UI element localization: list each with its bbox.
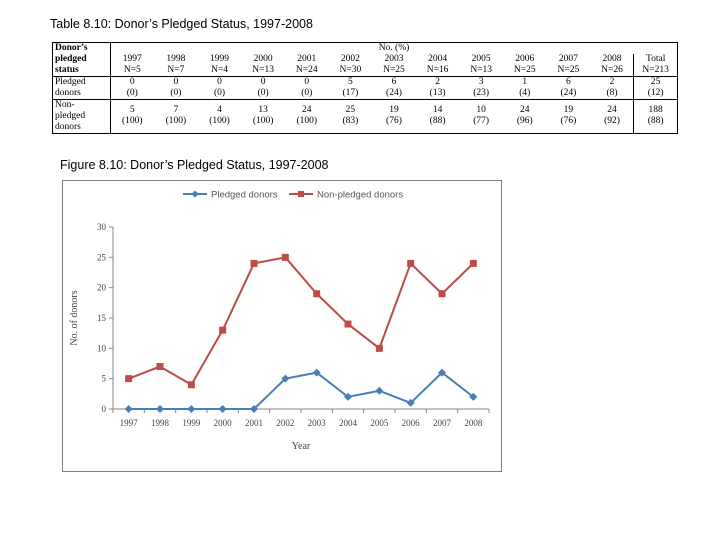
span-header — [111, 43, 678, 55]
cell-count: 2 — [609, 77, 615, 87]
legend-label: Non-pledged donors — [317, 189, 404, 201]
cell-count: 2 — [435, 77, 440, 87]
data-point — [407, 260, 414, 267]
column-header — [154, 54, 198, 77]
cell-count: 19 — [389, 105, 399, 115]
table-cell — [154, 77, 198, 100]
cell-count: 0 — [217, 77, 222, 87]
legend-marker — [298, 191, 304, 197]
data-point — [282, 254, 289, 261]
cell-count: 4 — [217, 105, 222, 115]
x-tick-label: 1998 — [151, 418, 169, 428]
cell-percent: (0) — [170, 88, 182, 98]
column-header — [459, 54, 503, 77]
cell-count: 24 — [607, 105, 617, 115]
cell-percent: (13) — [429, 88, 446, 98]
cell-count: 1 — [522, 77, 528, 87]
cell-count: 7 — [173, 105, 179, 115]
column-n: N=25 — [557, 65, 580, 75]
table-cell — [459, 77, 503, 100]
table-cell — [154, 100, 198, 134]
column-year: 2001 — [297, 54, 317, 64]
stub-header-line: status — [55, 65, 79, 75]
column-year: 2002 — [340, 54, 360, 64]
stub-header-line: pledged — [55, 54, 87, 64]
cell-percent: (24) — [386, 88, 402, 98]
column-n: N=24 — [295, 65, 318, 75]
data-point — [375, 387, 383, 395]
cell-count: 0 — [173, 77, 179, 87]
cell-percent: (23) — [473, 88, 490, 98]
cell-count: 19 — [563, 105, 574, 115]
column-header — [547, 54, 591, 77]
column-year: 1997 — [122, 54, 142, 64]
x-tick-label: 2004 — [339, 418, 357, 428]
table-cell — [634, 77, 678, 100]
table-row — [53, 77, 678, 100]
column-year: Total — [645, 54, 666, 64]
table-cell — [372, 77, 416, 100]
table-cell — [372, 100, 416, 134]
column-header — [285, 54, 329, 77]
table-cell — [590, 100, 634, 134]
data-point — [313, 290, 320, 297]
table-cell — [503, 100, 547, 134]
column-n: N=25 — [513, 65, 536, 75]
column-year: 1998 — [166, 54, 186, 64]
cell-count: 24 — [301, 105, 312, 115]
cell-percent: (0) — [126, 88, 138, 98]
table-title: Table 8.10: Donor’s Pledged Status, 1997-2008 — [50, 17, 313, 31]
column-header — [372, 54, 416, 77]
table-cell — [198, 77, 242, 100]
line-chart — [63, 181, 503, 473]
column-header — [634, 54, 678, 77]
column-header — [198, 54, 242, 77]
column-n: N=4 — [211, 65, 228, 75]
table-cell — [503, 77, 547, 100]
cell-count: 188 — [648, 105, 663, 115]
cell-percent: (76) — [560, 116, 577, 126]
data-point — [187, 405, 195, 413]
column-n: N=213 — [642, 65, 669, 75]
table-cell — [198, 100, 242, 134]
cell-percent: (0) — [257, 88, 269, 98]
row-label-line: donors — [55, 122, 81, 132]
cell-count: 0 — [260, 77, 266, 87]
data-point — [125, 375, 132, 382]
table-cell — [285, 100, 329, 134]
column-n: N=25 — [383, 65, 405, 75]
cell-count: 5 — [129, 105, 135, 115]
cell-percent: (100) — [296, 116, 318, 126]
table-cell — [590, 77, 634, 100]
x-tick-label: 2007 — [433, 418, 451, 428]
y-tick-label: 5 — [101, 373, 106, 384]
row-label-line: donors — [55, 88, 81, 98]
cell-count: 3 — [478, 77, 484, 87]
x-tick-label: 2002 — [276, 418, 295, 428]
y-tick-label: 25 — [97, 252, 106, 263]
cell-percent: (92) — [604, 116, 620, 126]
row-label-line: Non- — [55, 100, 75, 110]
column-n: N=7 — [167, 65, 185, 75]
data-point — [251, 260, 258, 267]
column-header — [329, 54, 373, 77]
row-label — [53, 100, 111, 134]
cell-count: 0 — [129, 77, 135, 87]
legend-marker — [192, 191, 199, 198]
y-tick-label: 0 — [101, 404, 106, 414]
cell-percent: (100) — [252, 116, 274, 126]
data-point — [188, 381, 195, 388]
data-point — [376, 345, 383, 352]
cell-count: 25 — [345, 105, 356, 115]
data-point — [470, 260, 477, 267]
stub-header — [53, 43, 111, 77]
column-year: 2006 — [515, 54, 535, 64]
cell-percent: (12) — [647, 88, 664, 98]
table-row — [53, 100, 678, 134]
column-header — [241, 54, 285, 77]
column-header — [503, 54, 547, 77]
x-tick-label: 2005 — [370, 418, 389, 428]
y-tick-label: 15 — [97, 313, 106, 323]
cell-percent: (0) — [213, 88, 226, 98]
table-cell — [111, 77, 155, 100]
column-n: N=16 — [426, 65, 449, 75]
column-header — [111, 54, 155, 77]
column-year: 2007 — [558, 54, 578, 64]
row-label-line: Pledged — [55, 77, 86, 87]
stub-header-line: Donor’s — [55, 43, 88, 53]
cell-count: 13 — [258, 105, 268, 115]
column-n: N=13 — [252, 65, 274, 75]
column-year: 2004 — [428, 54, 448, 64]
row-label-line: pledged — [55, 111, 86, 121]
cell-count: 6 — [391, 77, 397, 87]
x-tick-label: 2003 — [307, 418, 326, 428]
column-n: N=13 — [470, 65, 493, 75]
x-tick-label: 1999 — [182, 418, 201, 428]
x-tick-label: 2008 — [464, 418, 483, 428]
cell-count: 10 — [476, 105, 486, 115]
cell-percent: (100) — [122, 116, 143, 126]
table-cell — [416, 77, 460, 100]
x-tick-label: 2006 — [401, 418, 420, 428]
cell-percent: (100) — [209, 116, 230, 126]
cell-count: 5 — [347, 77, 353, 87]
table-cell — [416, 100, 460, 134]
column-year: 2005 — [471, 54, 491, 64]
table-cell — [285, 77, 329, 100]
cell-percent: (4) — [519, 88, 531, 98]
y-tick-label: 10 — [97, 343, 106, 354]
table-cell — [241, 100, 285, 134]
y-axis-label: No. of donors — [69, 290, 80, 346]
row-label — [53, 77, 111, 100]
table-cell — [547, 77, 591, 100]
cell-count: 0 — [304, 77, 310, 87]
column-n: N=26 — [601, 65, 623, 75]
column-header — [590, 54, 634, 77]
chart-frame — [62, 180, 502, 472]
column-n: N=30 — [339, 65, 362, 75]
table-cell — [329, 100, 373, 134]
data-point — [439, 290, 446, 297]
data-point — [157, 363, 164, 370]
column-year: 2003 — [384, 54, 404, 64]
cell-count: 6 — [566, 77, 571, 87]
data-point — [219, 327, 226, 334]
legend-label: Pledged donors — [211, 189, 278, 201]
data-point — [156, 405, 164, 413]
span-header-text: No. (%) — [378, 43, 410, 53]
x-axis-label: Year — [291, 441, 311, 452]
table-cell — [111, 100, 155, 134]
table-cell — [329, 77, 373, 100]
column-n: N=5 — [123, 65, 141, 75]
cell-percent: (17) — [342, 88, 359, 98]
x-tick-label: 1997 — [119, 418, 138, 428]
cell-percent: (24) — [560, 88, 577, 98]
table-cell — [547, 100, 591, 134]
column-year: 2008 — [602, 54, 622, 64]
table-cell — [634, 100, 678, 134]
cell-count: 14 — [432, 105, 443, 115]
cell-percent: (100) — [165, 116, 187, 126]
y-tick-label: 30 — [97, 222, 106, 232]
data-point — [345, 321, 352, 328]
x-tick-label: 2000 — [213, 418, 232, 428]
data-point — [219, 405, 227, 413]
cell-percent: (8) — [606, 88, 618, 98]
series-line-1 — [129, 257, 474, 384]
cell-percent: (88) — [429, 116, 446, 126]
column-year: 1999 — [210, 54, 230, 64]
cell-count: 24 — [520, 105, 530, 115]
cell-percent: (0) — [301, 88, 313, 98]
cell-percent: (76) — [386, 116, 402, 126]
cell-percent: (77) — [473, 116, 490, 126]
cell-count: 25 — [650, 77, 661, 87]
table-cell — [459, 100, 503, 134]
cell-percent: (96) — [516, 116, 533, 126]
cell-percent: (83) — [342, 116, 359, 126]
y-tick-label: 20 — [97, 282, 106, 293]
data-point — [125, 405, 133, 413]
figure-title: Figure 8.10: Donor’s Pledged Status, 1997-2008 — [60, 158, 329, 172]
table-cell — [241, 77, 285, 100]
x-tick-label: 2001 — [245, 418, 263, 428]
cell-percent: (88) — [647, 116, 664, 126]
donor-status-table — [52, 42, 678, 134]
column-header — [416, 54, 460, 77]
column-year: 2000 — [253, 54, 273, 64]
